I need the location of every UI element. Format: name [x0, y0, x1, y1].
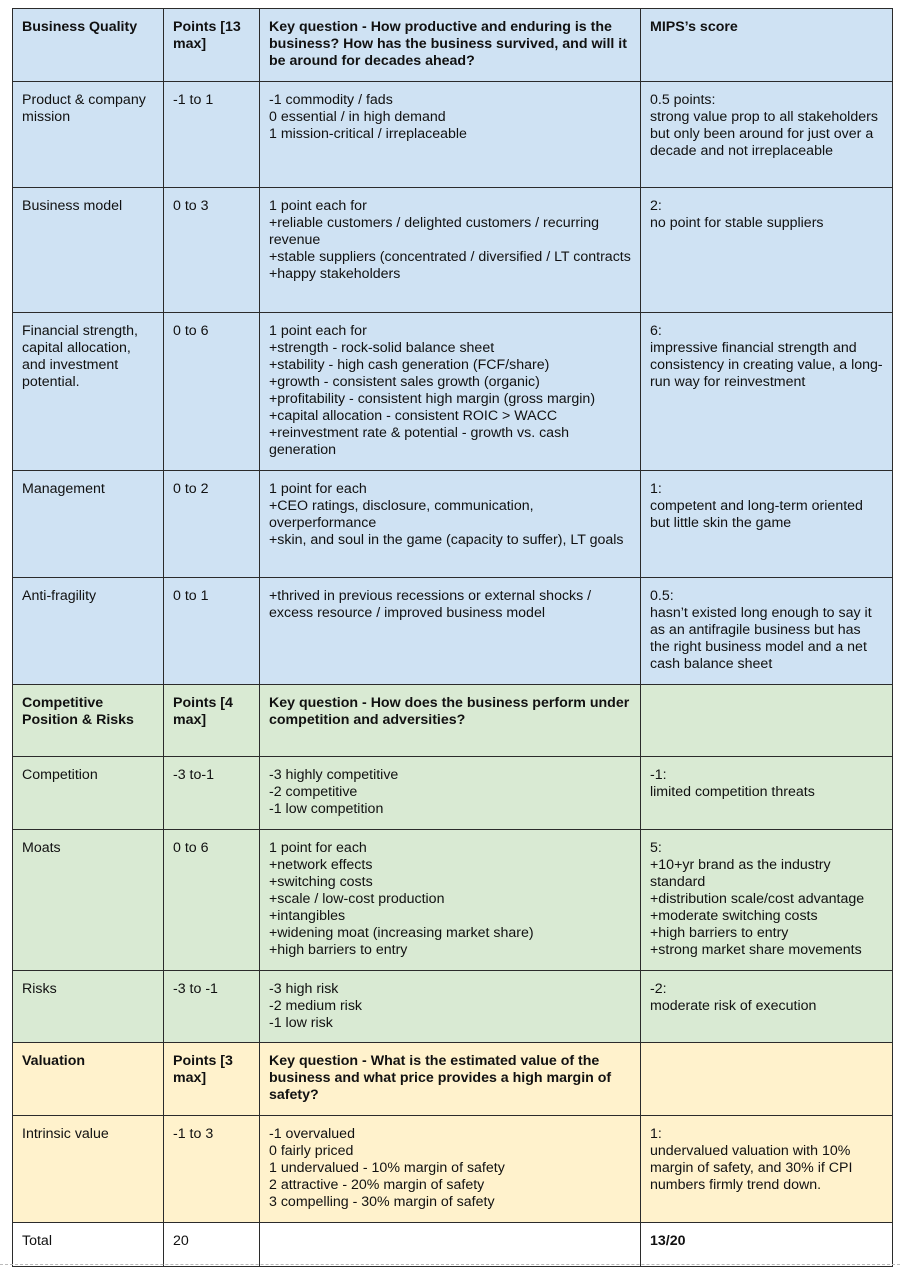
criterion-cell: Management [13, 471, 164, 578]
criteria-detail-cell: 1 point each for +reliable customers / delighted customers / recurring revenue +stable suppliers (concentrated / diversified / LT contracts +happy stakeholders [260, 188, 641, 313]
score-cell: 1: undervalued valuation with 10% margin of safety, and 30% if CPI numbers firmly trend down. [641, 1116, 893, 1223]
section-title: Business Quality [13, 9, 164, 82]
criteria-detail-cell: -1 overvalued 0 fairly priced 1 undervalued - 10% margin of safety 2 attractive - 20% margin of safety 3 compelling - 30% margin of safety [260, 1116, 641, 1223]
criterion-cell: Moats [13, 830, 164, 971]
table-row [13, 313, 893, 471]
points-range-cell: -1 to 1 [164, 82, 260, 188]
score-header: MIPS’s score [641, 9, 893, 82]
scorecard-table [12, 8, 893, 1267]
score-header [641, 685, 893, 757]
total-max-points: 20 [164, 1223, 260, 1267]
points-header: Points [13 max] [164, 9, 260, 82]
score-cell: 6: impressive financial strength and consistency in creating value, a long-run way for reinvestment [641, 313, 893, 471]
table-row [13, 757, 893, 830]
table-row [13, 471, 893, 578]
criteria-detail-cell: -3 highly competitive -2 competitive -1 low competition [260, 757, 641, 830]
total-row [13, 1223, 893, 1267]
total-label: Total [13, 1223, 164, 1267]
score-cell: 2: no point for stable suppliers [641, 188, 893, 313]
points-range-cell: 0 to 6 [164, 830, 260, 971]
table-row [13, 830, 893, 971]
valuation-header-row [13, 1043, 893, 1116]
score-cell: 0.5 points: strong value prop to all stakeholders but only been around for just over a decade and not irreplaceable [641, 82, 893, 188]
score-cell: 1: competent and long-term oriented but little skin the game [641, 471, 893, 578]
business-quality-header-row [13, 9, 893, 82]
page-bottom-edge [0, 1264, 900, 1269]
criteria-detail-cell: -1 commodity / fads 0 essential / in high demand 1 mission-critical / irreplaceable [260, 82, 641, 188]
total-score: 13/20 [641, 1223, 893, 1267]
score-header [641, 1043, 893, 1116]
criterion-cell: Business model [13, 188, 164, 313]
criterion-cell: Anti-fragility [13, 578, 164, 685]
table-row [13, 1116, 893, 1223]
table-row [13, 82, 893, 188]
points-range-cell: 0 to 1 [164, 578, 260, 685]
criteria-detail-cell: 1 point each for +strength - rock-solid balance sheet +stability - high cash generation (FCF/share) +growth - consistent sales growth (organic) +profitability - consistent high margin (gross margin) +capital allocation - consistent ROIC > WACC +reinvestment rate & potential - growth vs. cash generation [260, 313, 641, 471]
criterion-cell: Intrinsic value [13, 1116, 164, 1223]
points-header: Points [3 max] [164, 1043, 260, 1116]
table-row [13, 971, 893, 1043]
section-title: Valuation [13, 1043, 164, 1116]
criterion-cell: Risks [13, 971, 164, 1043]
criteria-detail-cell: 1 point for each +CEO ratings, disclosure, communication, overperformance +skin, and soul in the game (capacity to suffer), LT goals [260, 471, 641, 578]
score-cell: -2: moderate risk of execution [641, 971, 893, 1043]
score-cell: 0.5: hasn’t existed long enough to say it as an antifragile business but has the right business model and a net cash balance sheet [641, 578, 893, 685]
points-range-cell: -3 to -1 [164, 971, 260, 1043]
criteria-detail-cell: 1 point for each +network effects +switching costs +scale / low-cost production +intangibles +widening moat (increasing market share) +high barriers to entry [260, 830, 641, 971]
criteria-detail-cell: +thrived in previous recessions or external shocks / excess resource / improved business model [260, 578, 641, 685]
criterion-cell: Product & company mission [13, 82, 164, 188]
total-empty-cell [260, 1223, 641, 1267]
competitive-position-header-row [13, 685, 893, 757]
table-row [13, 188, 893, 313]
table-row [13, 578, 893, 685]
points-range-cell: -1 to 3 [164, 1116, 260, 1223]
key-question: Key question - How does the business perform under competition and adversities? [260, 685, 641, 757]
section-title: Competitive Position & Risks [13, 685, 164, 757]
criterion-cell: Competition [13, 757, 164, 830]
points-range-cell: 0 to 3 [164, 188, 260, 313]
key-question: Key question - How productive and enduring is the business? How has the business survived, and will it be around for decades ahead? [260, 9, 641, 82]
points-range-cell: -3 to-1 [164, 757, 260, 830]
key-question: Key question - What is the estimated value of the business and what price provides a high margin of safety? [260, 1043, 641, 1116]
score-cell: -1: limited competition threats [641, 757, 893, 830]
criteria-detail-cell: -3 high risk -2 medium risk -1 low risk [260, 971, 641, 1043]
points-range-cell: 0 to 2 [164, 471, 260, 578]
criterion-cell: Financial strength, capital allocation, and investment potential. [13, 313, 164, 471]
score-cell: 5: +10+yr brand as the industry standard +distribution scale/cost advantage +moderate switching costs +high barriers to entry +strong market share movements [641, 830, 893, 971]
points-header: Points [4 max] [164, 685, 260, 757]
points-range-cell: 0 to 6 [164, 313, 260, 471]
